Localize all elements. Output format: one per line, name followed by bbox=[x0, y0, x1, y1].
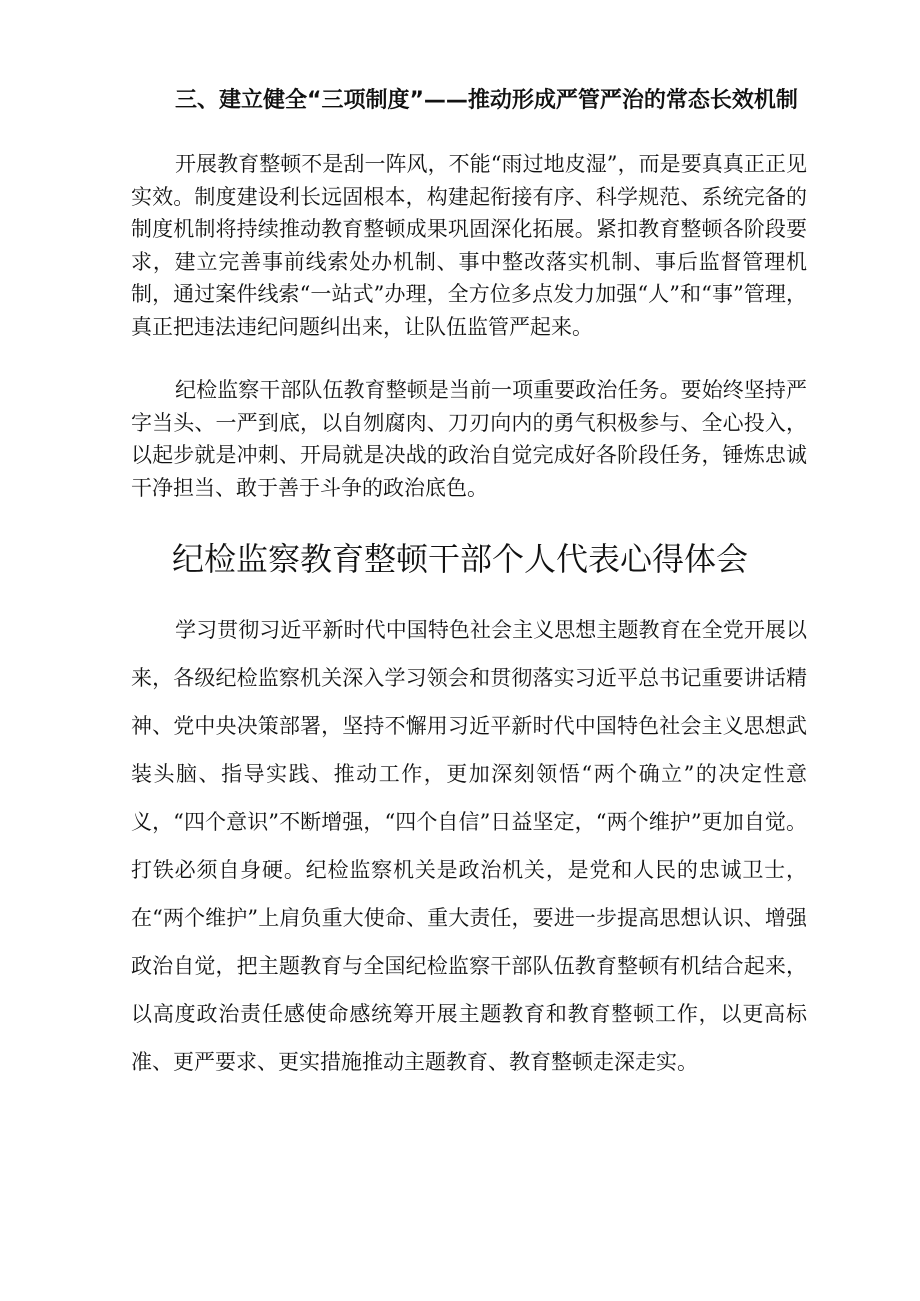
section-heading: 三、建立健全“三项制度”——推动形成严管严治的常态长效机制 bbox=[175, 88, 798, 113]
article-paragraph: 学习贯彻习近平新时代中国特色社会主义思想主题教育在全党开展以来，各级纪检监察机关深入学习领会和贯彻落实习近平总书记重要讲话精神、党中央决策部署，坚持不懈用习近平新时代中国特色社会主义思想武装头脑、指导实践、推动工作，更加深刻领悟“两个确立”的决定性意义，“四个意识”不断增强，“四个自信”日益坚定，“两个维护”更加自觉。打铁必须自身硬。纪检监察机关是政治机关，是党和人民的忠诚卫士，在“两个维护”上肩负重大使命、重大责任，要进一步提高思想认识、增强政治自觉，把主题教育与全国纪检监察干部队伍教育整顿有机结合起来，以高度政治责任感使命感统筹开展主题教育和教育整顿工作，以更高标准、更严要求、更实措施推动主题教育、教育整顿走深走实。 bbox=[131, 618, 807, 1074]
section-paragraph-2: 纪检监察干部队伍教育整顿是当前一项重要政治任务。要始终坚持严字当头、一严到底，以自刎腐肉、刀刃向内的勇气积极参与、全心投入，以起步就是冲刺、开局就是决战的政治自觉完成好各阶段任务，锤炼忠诚干净担当、敢于善于斗争的政治底色。 bbox=[131, 378, 807, 500]
article-title: 纪检监察教育整顿干部个人代表心得体会 bbox=[171, 540, 748, 578]
section-paragraph-1: 开展教育整顿不是刮一阵风，不能“雨过地皮湿”，而是要真真正正见实效。制度建设利长远固根本，构建起衔接有序、科学规范、系统完备的制度机制将持续推动教育整顿成果巩固深化拓展。紧扣教育整顿各阶段要求，建立完善事前线索处办机制、事中整改落实机制、事后监督管理机制，通过案件线索“一站式”办理，全方位多点发力加强“人”和“事”管理，真正把违法违纪问题纠出来，让队伍监管严起来。 bbox=[131, 152, 807, 339]
